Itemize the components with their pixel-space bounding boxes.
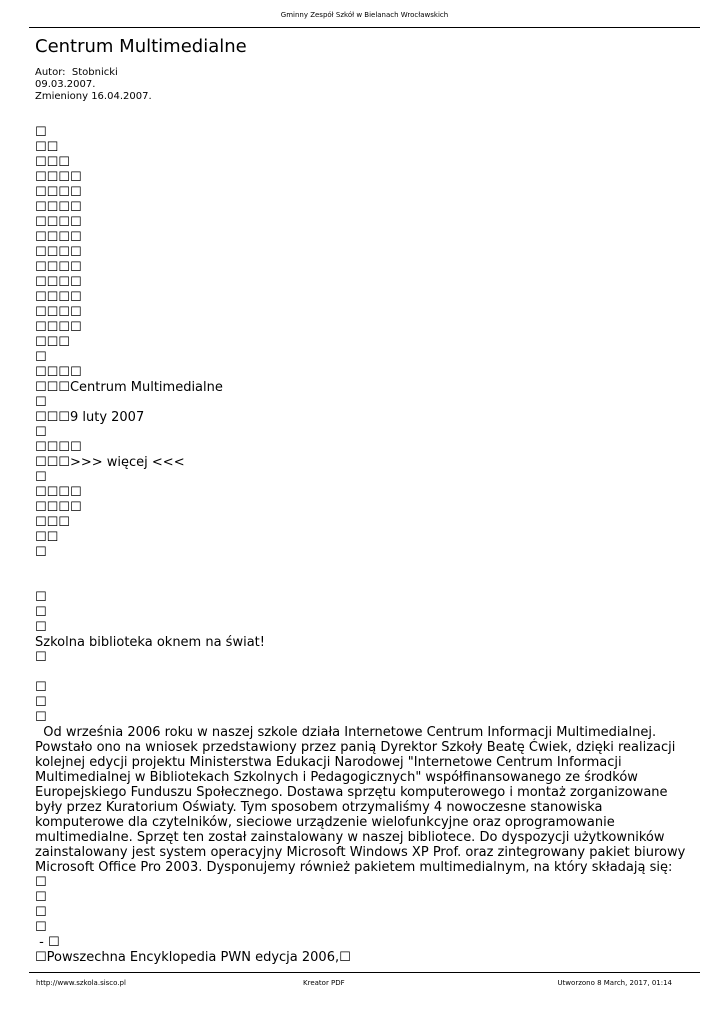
text-line: ☐ [35,875,47,890]
article-paragraph: Od września 2006 roku w naszej szkole działa Internetowe Centrum Informacji Multimedialnej. Powstało ono na wniosek przedstawiony przez panią Dyrektor Szkoły Beatę Ćwiek, dzięki realizacji kolejnej edycji projektu Ministerstwa Edukacji Narodowej "Internetowe Centrum Informacji Multimedialnej w Bibliotekach Szkolnych i Pedagogicznych" współfinansowanego ze środków Europejskiego Funduszu Społecznego. Dostawa sprzętu komputerowego i montaż zorganizowane były przez Kuratorium Oświaty. Tym sposobem otrzymaliśmy 4 nowoczesne stanowiska komputerowe dla czytelników, sieciowe urządzenie wielofunkcyjne oraz oprogramowanie multimedialne. Sprzęt ten został zainstalowany w naszej bibliotece. Do dyspozycji użytkowników zainstalowany jest system operacyjny Microsoft Windows XP Prof. oraz zintegrowany pakiet biurowy Microsoft Office Pro 2003. Dysponujemy również pakietem multimedialnym, na który składają się: [35,725,690,875]
text-line: ☐☐☐☐ [35,200,82,215]
text-line: ☐☐☐☐ [35,215,82,230]
glyph-block [35,680,690,725]
text-line: ☐☐☐☐ [35,290,82,305]
page-footer [29,972,700,987]
footer-generator: Kreator PDF [303,979,345,987]
page-title: Centrum Multimedialne [35,36,247,57]
spacer [35,560,690,590]
text-line: ☐☐☐ [35,155,70,170]
text-line: ☐☐☐☐ [35,275,82,290]
text-line: ☐☐☐☐ [35,440,82,455]
library-heading: Szkolna biblioteka oknem na świat! [35,635,265,650]
article-body [35,125,690,965]
text-line: ☐ [35,680,47,695]
text-line: ☐☐☐ [35,515,70,530]
created-date: 09.03.2007. [35,79,96,90]
page-header: Gminny Zespół Szkół w Bielanach Wrocławskich [29,8,700,28]
text-line: ☐☐☐ [35,335,70,350]
text-line: ☐ [35,350,47,365]
footer-url: http://www.szkola.sisco.pl [36,979,126,987]
text-line: ☐ [35,470,47,485]
text-line: ☐ [35,395,47,410]
text-line: ☐ [35,650,47,665]
text-line: ☐☐ [35,530,59,545]
glyph-block [35,125,690,560]
text-line: ☐☐☐☐ [35,320,82,335]
text-line: ☐☐☐☐ [35,305,82,320]
text-line: ☐☐☐☐ [35,170,82,185]
text-line: ☐☐☐☐ [35,485,82,500]
text-line: ☐☐☐☐ [35,245,82,260]
text-line: ☐☐☐Centrum Multimedialne [35,380,223,395]
text-line: ☐ [35,125,47,140]
footer-created: Utworzono 8 March, 2017, 01:14 [557,979,672,987]
glyph-block [35,650,690,665]
text-line: ☐☐☐☐ [35,185,82,200]
glyph-block [35,590,690,635]
article-meta [35,67,152,103]
text-line: ☐ [35,545,47,560]
text-line: ☐☐☐☐ [35,500,82,515]
text-line: ☐Powszechna Encyklopedia PWN edycja 2006,☐ [35,950,351,965]
text-line: ☐ [35,920,47,935]
text-line: ☐☐☐☐ [35,365,82,380]
text-line: ☐ [35,710,47,725]
text-line: ☐☐☐>>> więcej <<< [35,455,185,470]
text-line: ☐ [35,905,47,920]
text-line: ☐☐☐☐ [35,230,82,245]
text-line: ☐☐☐☐ [35,260,82,275]
text-line: ☐ [35,605,47,620]
text-line: ☐ [35,425,47,440]
text-line: - ☐ [35,935,60,950]
spacer [35,665,690,680]
text-line: ☐ [35,590,47,605]
text-line: ☐ [35,890,47,905]
author-line: Autor: Stobnicki [35,67,118,78]
text-line: ☐☐☐9 luty 2007 [35,410,145,425]
text-line: ☐ [35,695,47,710]
modified-date: Zmieniony 16.04.2007. [35,91,152,102]
glyph-block [35,875,690,965]
text-line: ☐☐ [35,140,59,155]
text-line: ☐ [35,620,47,635]
